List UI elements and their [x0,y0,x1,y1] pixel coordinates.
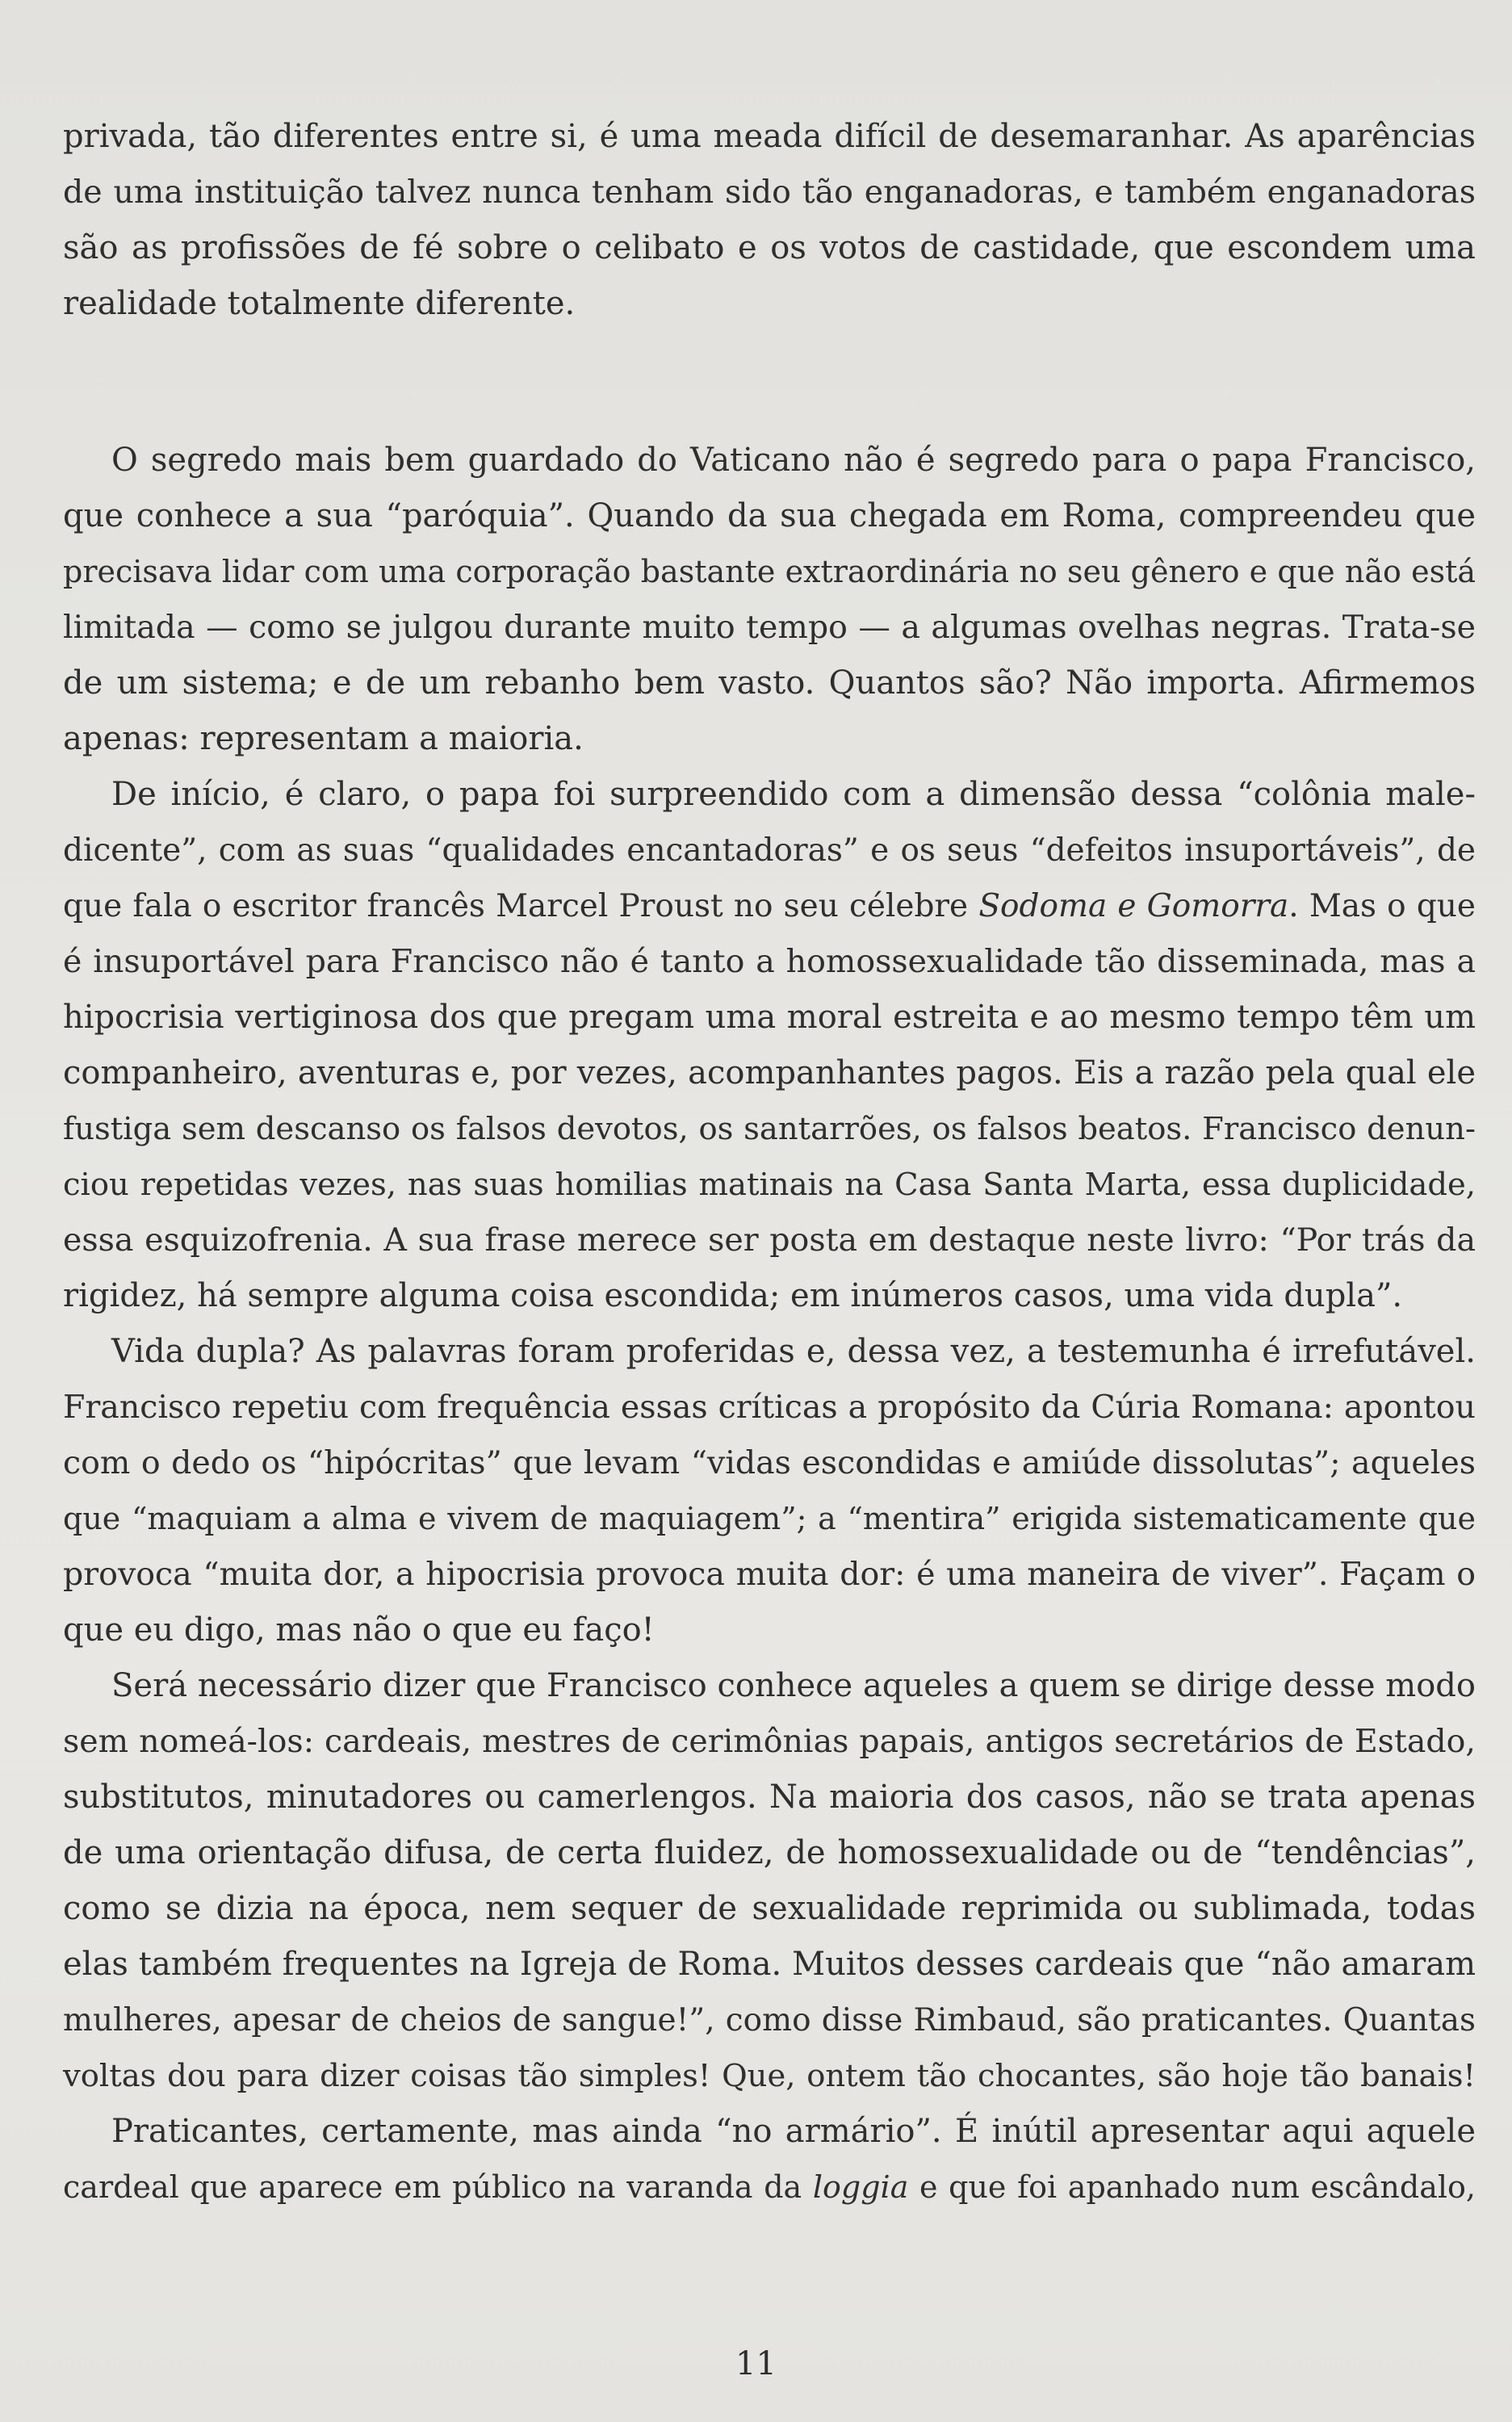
text-line: é insuportável para Francisco não é tanto a homossexualidade tão disseminada, mas a [63,943,1476,980]
text-line: com o dedo os “hipócritas” que levam “vidas escondidas e amiúde dissolutas”; aqueles [63,1444,1476,1481]
text-segment: e que foi apanhado num escândalo, [908,2169,1476,2205]
text-line: de um sistema; e de um rebanho bem vasto. Quantos são? Não importa. Afirmemos [63,664,1476,702]
text-line: O segredo mais bem guardado do Vaticano não é segredo para o papa Francisco, [111,442,1476,479]
text-line: precisava lidar com uma corporação bastante extraordinária no seu gênero e que não está [63,554,1476,589]
text-line: que “maquiam a alma e vivem de maquiagem”; a “mentira” erigida sistematicamente que [63,1501,1476,1536]
text-line: limitada — como se julgou durante muito tempo — a algumas ovelhas negras. Trata-se [63,609,1476,646]
text-line: que eu digo, mas não o que eu faço! [63,1611,655,1649]
main-text [63,433,1476,2215]
text-line: provoca “muita dor, a hipocrisia provoca muita dor: é uma maneira de viver”. Façam o [63,1556,1476,1593]
text-line: como se dizia na época, nem sequer de sexualidade reprimida ou sublimada, todas [63,1890,1476,1927]
text-line [63,878,1476,934]
text-line: são as profissões de fé sobre o celibato e os votos de castidade, que escondem uma [63,229,1476,266]
text-line: hipocrisia vertiginosa dos que pregam uma moral estreita e ao mesmo tempo têm um [63,999,1476,1036]
page-number: 11 [735,2345,777,2382]
text-line: realidade totalmente diferente. [63,285,576,322]
text-line: que conhece a sua “paróquia”. Quando da sua chegada em Roma, compreendeu que [63,497,1476,534]
italic-word-loggia: loggia [812,2169,909,2205]
text-line: companheiro, aventuras e, por vezes, acompanhantes pagos. Eis a razão pela qual ele [63,1054,1476,1092]
book-title-sodoma: Sodoma e Gomorra [978,888,1289,924]
text-line: substitutos, minutadores ou camerlengos. Na maioria dos casos, não se trata apenas [63,1779,1476,1816]
text-line: rigidez, há sempre alguma coisa escondida; em inúmeros casos, uma vida dupla”. [63,1277,1403,1314]
text-line: ciou repetidas vezes, nas suas homilias matinais na Casa Santa Marta, essa duplicidade, [63,1167,1476,1203]
text-line: Será necessário dizer que Francisco conhece aqueles a quem se dirige desse modo [111,1667,1476,1704]
text-line: dicente”, com as suas “qualidades encantadoras” e os seus “defeitos insuportáveis”, de [63,832,1476,869]
text-line: Vida dupla? As palavras foram proferidas e, dessa vez, a testemunha é irrefutável. [111,1333,1476,1370]
top-paragraph [63,109,1476,332]
text-line: Francisco repetiu com frequência essas críticas a propósito da Cúria Romana: apontou [63,1389,1476,1426]
text-line: Praticantes, certamente, mas ainda “no armário”. É inútil apresentar aqui aquele [111,2113,1476,2150]
text-segment: que fala o escritor francês Marcel Proust no seu célebre [63,888,969,924]
text-segment: . Mas o que [1288,888,1476,924]
text-line: privada, tão diferentes entre si, é uma meada difícil de desemaranhar. As aparências [63,118,1476,155]
text-line: voltas dou para dizer coisas tão simples! Que, ontem tão chocantes, são hoje tão banais! [63,2058,1476,2094]
text-line: mulheres, apesar de cheios de sangue!”, como disse Rimbaud, são praticantes. Quantas [63,2002,1476,2039]
text-line [63,2160,1476,2215]
text-line: elas também frequentes na Igreja de Roma. Muitos desses cardeais que “não amaram [63,1946,1476,1983]
text-line: De início, é claro, o papa foi surpreendido com a dimensão dessa “colônia male- [111,776,1476,813]
text-line: sem nomeá-los: cardeais, mestres de cerimônias papais, antigos secretários de Estado, [63,1723,1476,1760]
text-line: fustiga sem descanso os falsos devotos, os santarrões, os falsos beatos. Francisco denun- [63,1111,1476,1147]
text-segment: cardeal que aparece em público na varanda da [63,2169,802,2205]
text-line: de uma instituição talvez nunca tenham sido tão enganadoras, e também enganadoras [63,174,1476,211]
text-line: apenas: representam a maioria. [63,720,584,757]
text-line: de uma orientação difusa, de certa fluidez, de homossexualidade ou de “tendências”, [63,1834,1476,1871]
text-line: essa esquizofrenia. A sua frase merece ser posta em destaque neste livro: “Por trás da [63,1221,1476,1259]
